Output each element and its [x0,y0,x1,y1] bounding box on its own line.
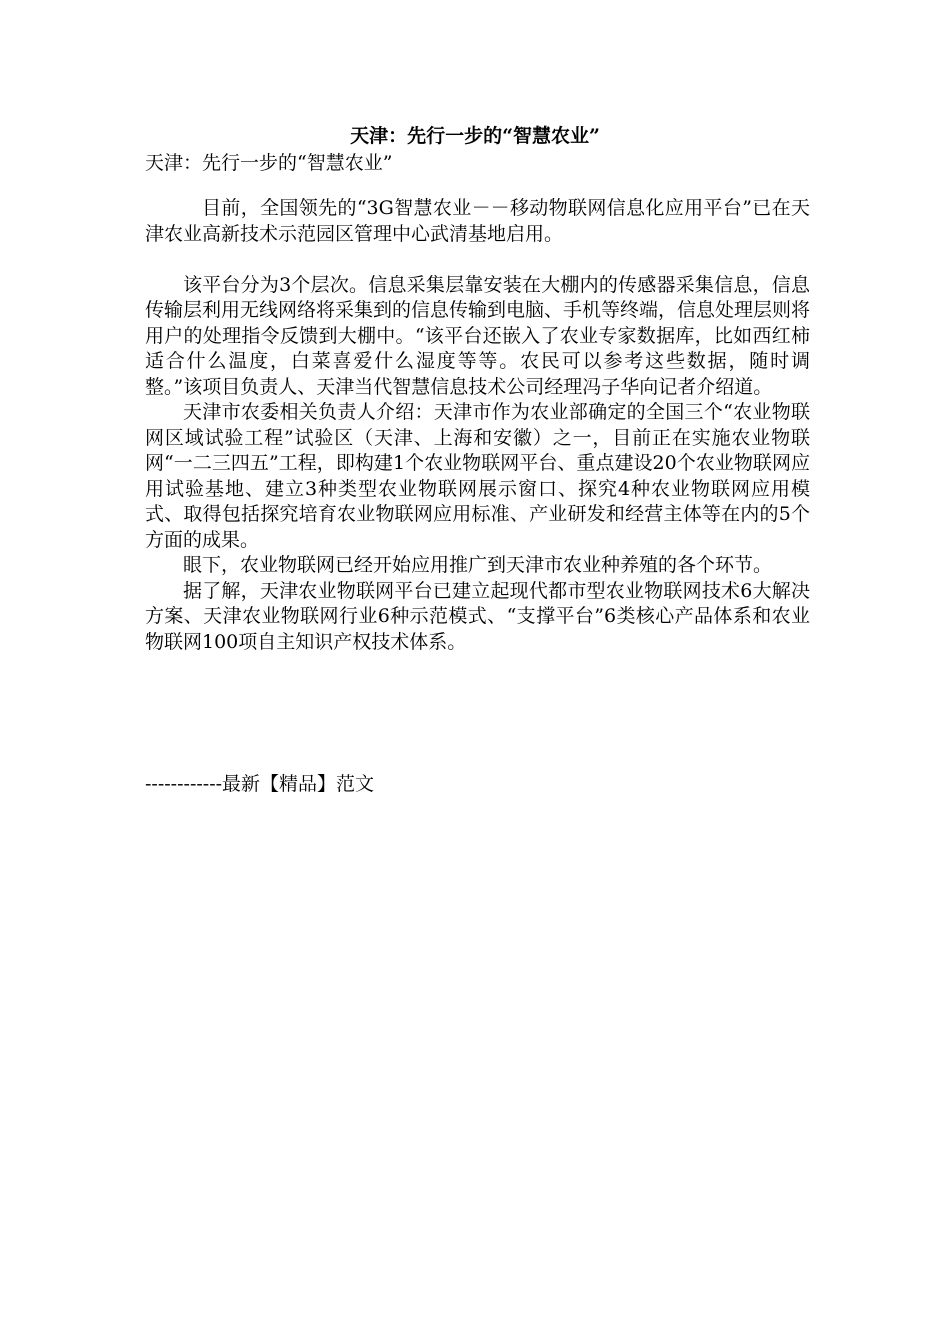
document-footer: ------------最新【精品】范文 [145,773,375,795]
document-title: 天津：先行一步的“智慧农业” [350,125,600,147]
paragraph-achievements: 据了解，天津农业物联网平台已建立起现代都市型农业物联网技术6大解决方案、天津农业物联网行业6种示范模式、“支撑平台”6类核心产品体系和农业物联网100项自主知识产权技术体系。 [145,579,810,653]
paragraph-platform-layers: 该平台分为3个层次。信息采集层靠安装在大棚内的传感器采集信息，信息传输层利用无线网络将采集到的信息传输到电脑、手机等终端，信息处理层则将用户的处理指令反馈到大棚中。“该平台还嵌入了农业专家数据库，比如西红柿适合什么温度，白菜喜爱什么湿度等等。农民可以参考这些数据，随时调整。”该项目负责人、天津当代智慧信息技术公司经理冯子华向记者介绍道。 [145,273,811,398]
paragraph-agriculture-committee: 天津市农委相关负责人介绍：天津市作为农业部确定的全国三个“农业物联网区域试验工程”试验区（天津、上海和安徽）之一，目前正在实施农业物联网“一二三四五”工程，即构建1个农业物联网平台、重点建设20个农业物联网应用试验基地、建立3种类型农业物联网展示窗口、探究4种农业物联网应用模式、取得包括探究培育农业物联网应用标准、产业研发和经营主体等在内的5个方面的成果。 [145,401,810,551]
document-subtitle: 天津：先行一步的“智慧农业” [145,152,393,174]
paragraph-intro: 目前，全国领先的“3G智慧农业－－移动物联网信息化应用平台”已在天津农业高新技术示范园区管理中心武清基地启用。 [145,197,810,245]
paragraph-spacer [145,247,810,273]
paragraph-application: 眼下，农业物联网已经开始应用推广到天津市农业种养殖的各个环节。 [183,554,773,576]
document-body [145,196,810,655]
